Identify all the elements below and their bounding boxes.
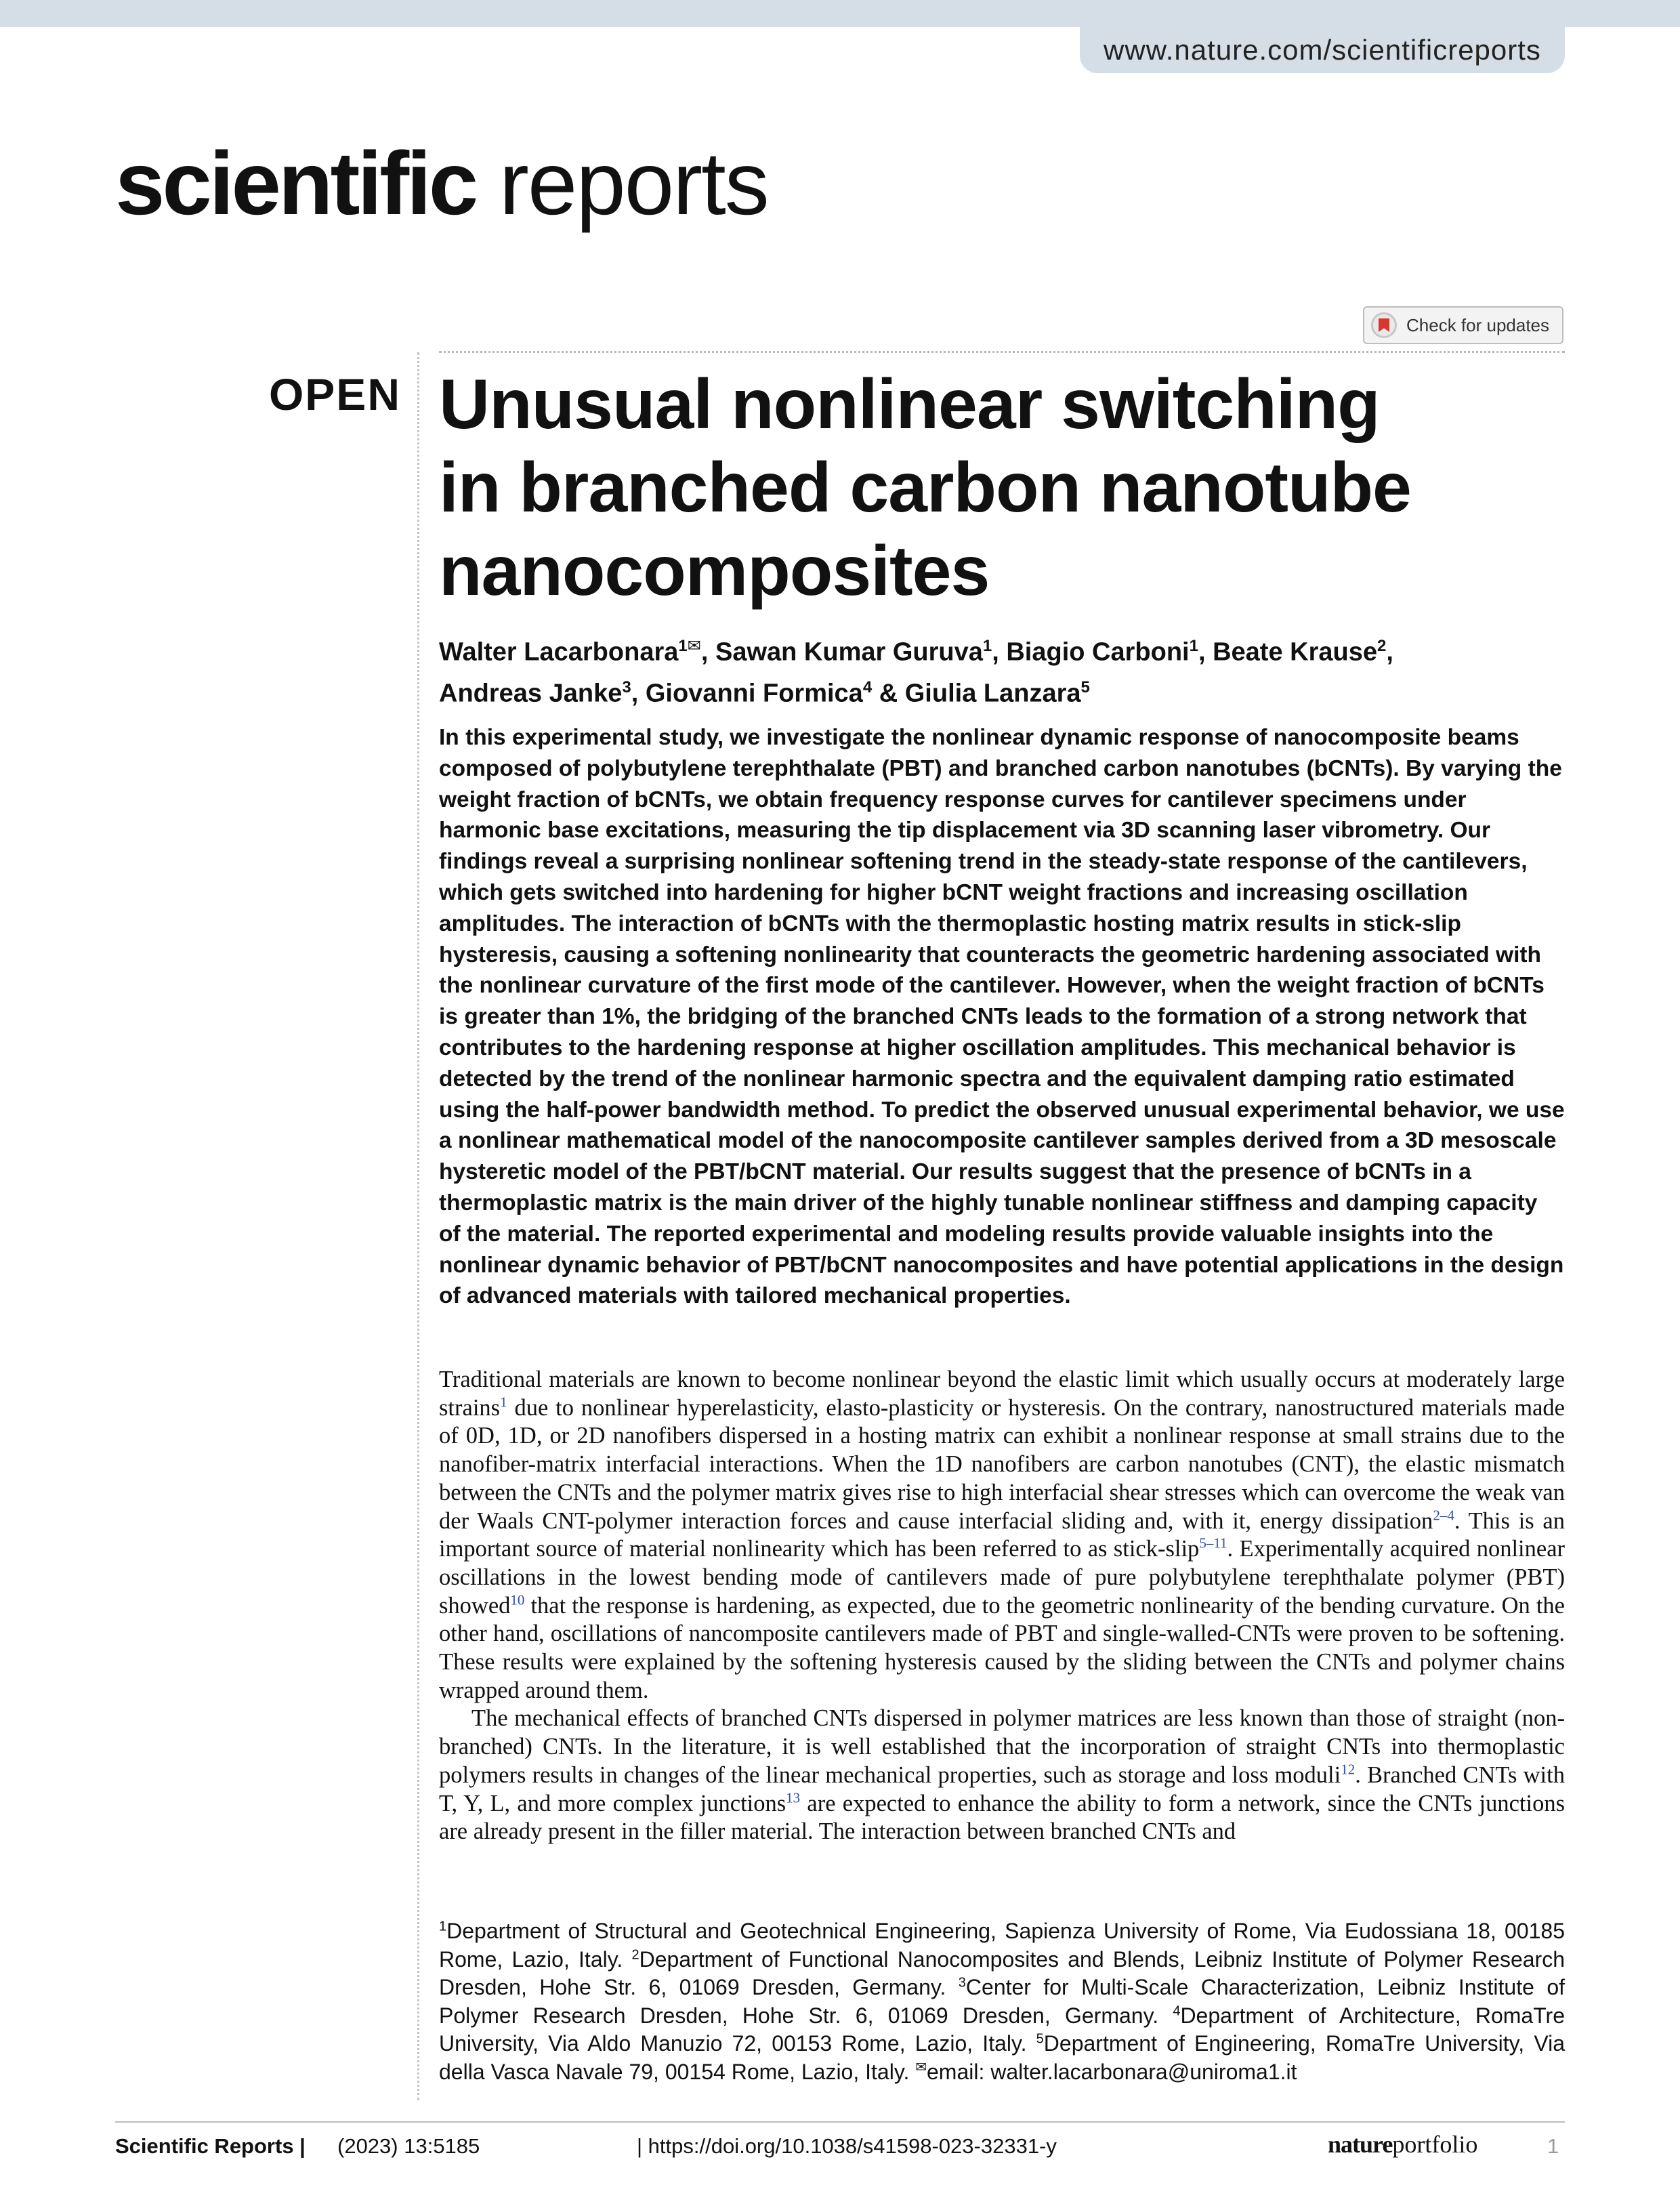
author-name[interactable]: Giulia Lanzara bbox=[904, 679, 1081, 708]
citation-link[interactable]: 2–4 bbox=[1433, 1507, 1454, 1524]
publisher-logo-bold: nature bbox=[1328, 2131, 1393, 2158]
text-run: The mechanical effects of branched CNTs dispersed in polymer matrices are less known than those of straight (non-branched) CNTs. In the literature, it is well established that the incorporation of straight CNTs into thermoplastic polymers results in changes of the linear mechanical properties, such as storage and loss moduli bbox=[439, 1705, 1565, 1788]
text-run: Traditional materials are known to become nonlinear beyond the elastic limit which usually occurs at moderately large strains bbox=[439, 1367, 1565, 1421]
open-access-label: OPEN bbox=[268, 369, 401, 419]
author-name[interactable]: Biagio Carboni bbox=[1006, 638, 1190, 667]
publisher-logo bbox=[1328, 2130, 1477, 2159]
margin-divider bbox=[417, 352, 419, 2100]
page-number: 1 bbox=[1547, 2134, 1559, 2158]
text-run: . Branched CNTs with T, Y, L, and more complex junctions bbox=[439, 1762, 1565, 1816]
author-affiliation-ref: 4 bbox=[862, 678, 873, 696]
check-for-updates-label: Check for updates bbox=[1406, 314, 1550, 335]
affiliation-number: 3 bbox=[958, 1975, 966, 1991]
envelope-icon[interactable]: ✉ bbox=[687, 637, 701, 655]
paragraph bbox=[439, 1366, 1565, 1705]
footer-divider bbox=[115, 2121, 1565, 2123]
journal-logo bbox=[115, 133, 768, 234]
check-for-updates-button[interactable] bbox=[1363, 306, 1563, 344]
footer-doi-link[interactable]: | https://doi.org/10.1038/s41598-023-32331-y bbox=[637, 2134, 1057, 2158]
separator: , bbox=[700, 638, 715, 667]
separator: , bbox=[992, 638, 1007, 667]
separator: , bbox=[1386, 638, 1393, 667]
affiliation-text: Department of Functional Nanocomposites and Blends, Leibniz Institute of Polymer Research Dresden, Hohe Str. 6, 01069 Dresden, Germany. bbox=[439, 1946, 1566, 1999]
affiliation-number: 2 bbox=[631, 1946, 639, 1962]
journal-logo-light: reports bbox=[499, 133, 768, 233]
affiliation-number: 1 bbox=[439, 1919, 447, 1934]
author-name[interactable]: Walter Lacarbonara bbox=[439, 638, 679, 667]
footer-year-volume: (2023) 13:5185 bbox=[337, 2134, 480, 2158]
journal-url[interactable]: www.nature.com/scientificreports bbox=[1080, 27, 1565, 73]
article-title bbox=[439, 363, 1563, 613]
journal-logo-bold: scientific bbox=[115, 133, 476, 233]
author-affiliation-ref: 2 bbox=[1377, 637, 1387, 655]
affiliation-number: 5 bbox=[1036, 2031, 1044, 2047]
title-divider bbox=[439, 351, 1565, 353]
citation-link[interactable]: 1 bbox=[500, 1394, 507, 1411]
text-run: due to nonlinear hyperelasticity, elasto-plasticity or hysteresis. On the contrary, nanostructured materials made of 0D, 1D, or 2D nanofibers dispersed in a hosting matrix can exhibit a nonlinear response at small strains due to the nanofiber-matrix interfacial interactions. When the 1D nanofibers are carbon nanotubes (CNT), the elastic mismatch between the CNTs and the polymer matrix gives rise to high interfacial shear stresses which can overcome the weak van der Waals CNT-polymer interaction forces and cause interfacial sliding and, with it, energy dissipation bbox=[439, 1394, 1565, 1534]
footer-journal: Scientific Reports | bbox=[115, 2134, 306, 2158]
author-name[interactable]: Giovanni Formica bbox=[645, 679, 863, 708]
citation-link[interactable]: 5–11 bbox=[1199, 1535, 1227, 1551]
title-line: Unusual nonlinear switching bbox=[439, 365, 1380, 444]
envelope-icon: ✉ bbox=[915, 2059, 927, 2075]
author-name[interactable]: Andreas Janke bbox=[439, 679, 623, 708]
citation-link[interactable]: 10 bbox=[510, 1591, 525, 1608]
author-name[interactable]: Sawan Kumar Guruva bbox=[715, 638, 983, 667]
affiliation-number: 4 bbox=[1173, 2003, 1181, 2018]
text-run: are expected to enhance the ability to form a network, since the CNTs junctions are already present in the filler material. The interaction between branched CNTs and bbox=[439, 1790, 1565, 1845]
title-line: in branched carbon nanotube bbox=[439, 449, 1411, 527]
crossmark-icon bbox=[1371, 312, 1397, 338]
corresponding-email[interactable]: email: walter.lacarbonara@uniroma1.it bbox=[926, 2059, 1297, 2084]
abstract: In this experimental study, we investigate the nonlinear dynamic response of nanocomposite beams composed of polybutylene terephthalate (PBT) and branched carbon nanotubes (bCNTs). By varying the weight fraction of bCNTs, we obtain frequency response curves for cantilever specimens under harmonic base excitations, measuring the tip displacement via 3D scanning laser vibrometry. Our findings reveal a surprising nonlinear softening trend in the steady-state response of the cantilevers, which gets switched into hardening for higher bCNT weight fractions and increasing oscillation amplitudes. The interaction of bCNTs with the thermoplastic hosting matrix results in stick-slip hysteresis, causing a softening nonlinearity that counteracts the geometric hardening associated with the nonlinear curvature of the first mode of the cantilever. However, when the weight fraction of bCNTs is greater than 1%, the bridging of the branched CNTs leads to the formation of a strong network that contributes to the hardening response at higher oscillation amplitudes. This mechanical behavior is detected by the trend of the nonlinear harmonic spectra and the equivalent damping ratio estimated using the half-power bandwidth method. To predict the observed unusual experimental behavior, we use a nonlinear mathematical model of the nanocomposite cantilever samples derived from a 3D mesoscale hysteretic model of the PBT/bCNT material. Our results suggest that the presence of bCNTs in a thermoplastic matrix is the main driver of the highly tunable nonlinear stiffness and damping capacity of the material. The reported experimental and modeling results provide valuable insights into the nonlinear dynamic behavior of PBT/bCNT nanocomposites and have potential applications in the design of advanced materials with tailored mechanical properties. bbox=[439, 725, 1565, 1309]
title-line: nanocomposites bbox=[439, 532, 990, 610]
author-name[interactable]: Beate Krause bbox=[1213, 638, 1377, 667]
citation-link[interactable]: 12 bbox=[1341, 1761, 1356, 1778]
separator: , bbox=[631, 679, 646, 708]
separator: , bbox=[1198, 638, 1213, 667]
affiliation-text: Department of Structural and Geotechnical Engineering, Sapienza University of Rome, Via Eudossiana 18, 00185 Rome, Lazio, Italy. bbox=[439, 1919, 1565, 1972]
text-run: . This is an important source of material nonlinearity which has been referred to as stick-slip bbox=[439, 1507, 1565, 1562]
author-affiliation-ref: 1 bbox=[982, 637, 992, 655]
paragraph bbox=[439, 1705, 1565, 1846]
affiliation-text: Center for Multi-Scale Characterization, Leibniz Institute of Polymer Research Dresden, Hohe Str. 6, 01069 Dresden, Germany. bbox=[439, 1975, 1566, 2028]
text-run: that the response is hardening, as expected, due to the geometric nonlinearity of the bending curvature. On the other hand, oscillations of nancomposite cantilevers made of PBT and single-walled-CNTs were proven to be softening. These results were explained by the softening hysteresis caused by the sliding between the CNTs and polymer chains wrapped around them. bbox=[439, 1592, 1565, 1703]
affiliations bbox=[439, 1917, 1565, 2086]
publisher-logo-light: portfolio bbox=[1392, 2131, 1478, 2158]
separator: & bbox=[872, 679, 905, 708]
author-affiliation-ref: 1 bbox=[678, 637, 688, 655]
top-banner bbox=[0, 0, 1680, 27]
affiliation-text: Department of Engineering, RomaTre University, Via della Vasca Navale 79, 00154 Rome, Lazio, Italy. bbox=[439, 2031, 1566, 2084]
text-run: . Experimentally acquired nonlinear oscillations in the lowest bending mode of cantilevers made of pure polybutylene terephthalate polymer (PBT) showed bbox=[439, 1536, 1565, 1619]
body-text bbox=[439, 1366, 1565, 1846]
affiliation-text: Department of Architecture, RomaTre University, Via Aldo Manuzio 72, 00153 Rome, Lazio, Italy. bbox=[439, 2003, 1566, 2056]
author-affiliation-ref: 3 bbox=[622, 678, 631, 696]
author-affiliation-ref: 5 bbox=[1080, 678, 1090, 696]
citation-link[interactable]: 13 bbox=[786, 1789, 801, 1806]
author-affiliation-ref: 1 bbox=[1189, 637, 1198, 655]
author-list bbox=[439, 629, 1563, 711]
